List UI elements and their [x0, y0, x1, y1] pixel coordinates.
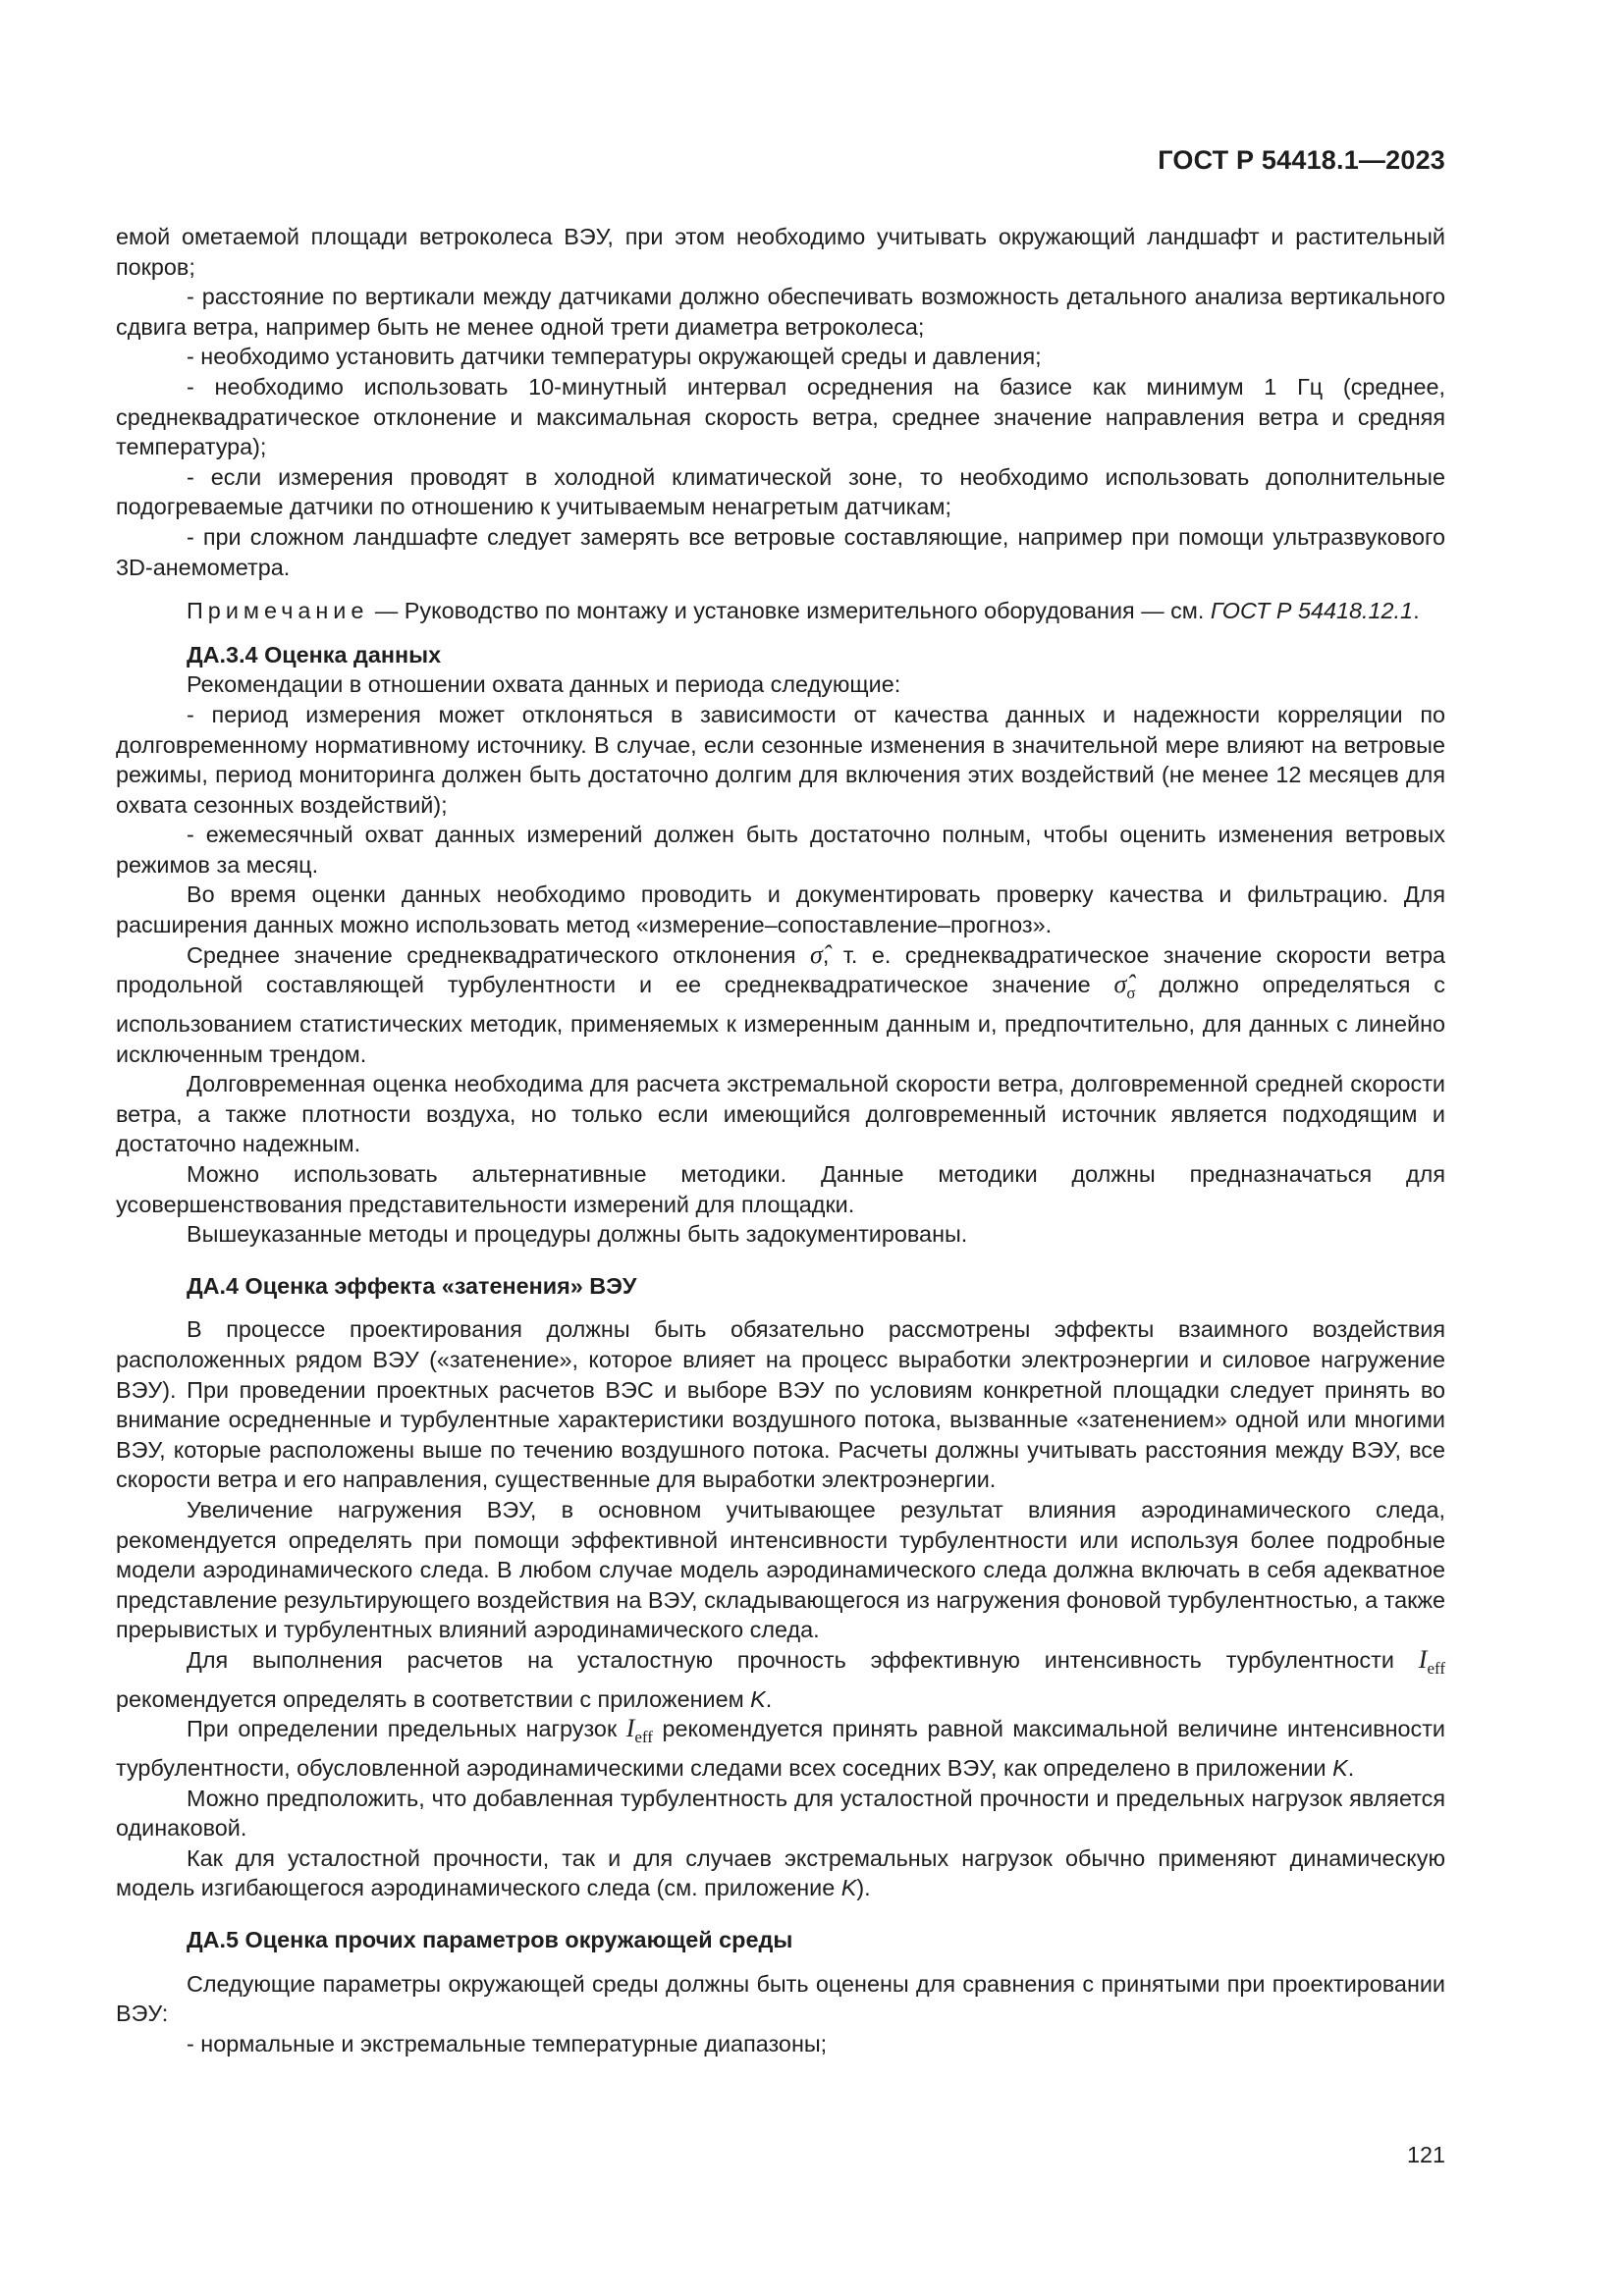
list-item: - необходимо установить датчики температуры окружающей среды и давления;: [187, 344, 1042, 370]
text-run: .: [1347, 1755, 1355, 1782]
list-item: - нормальные и экстремальные температурные диапазоны;: [187, 2030, 828, 2056]
paragraph: Следующие параметры окружающей среды должны быть оценены для сравнения с принятыми при проектировании ВЭУ:: [116, 1970, 1445, 2027]
paragraph: Рекомендации в отношении охвата данных и периода следующие:: [187, 671, 901, 698]
list-item: - ежемесячный охват данных измерений должен быть достаточно полным, чтобы оценить изменения ветровых режимов за месяц.: [116, 822, 1445, 878]
i-eff-symbol: [625, 1714, 653, 1747]
i-letter: I: [1418, 1644, 1428, 1674]
text-run: .: [765, 1685, 773, 1712]
paragraph: [116, 940, 1445, 1070]
section-heading-da-4: ДА.4 Оценка эффекта «затенения» ВЭУ: [187, 1272, 637, 1299]
text-run: Для выполнения расчетов на усталостную прочность эффективную интенсивность турбулентности: [187, 1646, 1419, 1673]
text-run: рекомендуется принять равной максимальной величине интенсивности турбулентности, обусловленной аэродинамическими следами всех соседних ВЭУ, как определено в приложении: [116, 1716, 1445, 1782]
annex-ref: K: [750, 1685, 766, 1712]
text-run: должно определяться с использованием статистических методик, применяемых к измеренным данным и, предпочтительно, для данных с линейно исключенным трендом.: [116, 972, 1445, 1067]
list-item: - период измерения может отклоняться в зависимости от качества данных и надежности корреляции по долговременному нормативному источнику. В случае, если сезонные изменения в значительной мере влияют на ветровые режимы, период мониторинга должен быть достаточно долгим для включения этих воздействий (не менее 12 месяцев для охвата сезонных воздействий);: [116, 701, 1445, 818]
paragraph: [116, 1843, 1445, 1903]
list-item: - расстояние по вертикали между датчиками должно обеспечивать возможность детального анализа вертикального сдвига ветра, например быть не менее одной трети диаметра ветроколеса;: [116, 284, 1445, 340]
paragraph: [116, 1714, 1445, 1783]
text-run: ).: [856, 1875, 871, 1901]
page-number: 121: [1406, 2142, 1445, 2167]
text-run: Среднее значение среднеквадратического отклонения: [187, 941, 810, 968]
note-ref: ГОСТ Р 54418.12.1: [1210, 598, 1414, 624]
sigma-hat-symbol: σ̂: [809, 939, 823, 969]
i-eff-symbol: [1418, 1644, 1445, 1679]
paragraph: Увеличение нагружения ВЭУ, в основном учитывающее результат влияния аэродинамического следа, рекомендуется определять при помощи эффективной интенсивности турбулентности или используя более подробные модели аэродинамического следа. В любом случае модель аэродинамического следа должна включать в себя адекватное представление результирующего воздействия на ВЭУ, складывающегося из нагружения фоновой турбулентностью, а также прерывистых и турбулентных влияний аэродинамического следа.: [116, 1496, 1445, 1643]
list-item: - если измерения проводят в холодной климатической зоне, то необходимо использовать дополнительные подогреваемые датчики по отношению к учитываемым ненагретым датчикам;: [116, 463, 1445, 520]
paragraph: емой ометаемой площади ветроколеса ВЭУ, при этом необходимо учитывать окружающий ландшафт и растительный покров;: [116, 224, 1445, 280]
paragraph: Вышеуказанные методы и процедуры должны быть задокументированы.: [187, 1221, 968, 1248]
paragraph: В процессе проектирования должны быть обязательно рассмотрены эффекты взаимного воздействия расположенных рядом ВЭУ («затенение», которое влияет на процесс выработки электроэнергии и силовое нагружение ВЭУ). При проведении проектных расчетов ВЭС и выборе ВЭУ по условиям конкретной площадки следует принять во внимание осредненные и турбулентные характеристики воздушного потока, вызванные «затенением» одной или многими ВЭУ, которые расположены выше по течению воздушного потока. Расчеты должны учитывать расстояния между ВЭУ, все скорости ветра и его направления, существенные для выработки электроэнергии.: [116, 1316, 1445, 1493]
note-text: — Руководство по монтажу и установке измерительного оборудования — см.: [368, 598, 1211, 624]
paragraph: Можно предположить, что добавленная турбулентность для усталостной прочности и предельных нагрузок является одинаковой.: [116, 1785, 1445, 1842]
text-run: Как для усталостной прочности, так и для случаев экстремальных нагрузок обычно применяют динамическую модель изгибающегося аэродинамического следа (см. приложение: [116, 1844, 1445, 1901]
note-end: .: [1413, 598, 1420, 624]
text-run: При определении предельных нагрузок: [187, 1716, 626, 1742]
note-label: Примечание: [187, 598, 369, 624]
eff-subscript: eff: [1427, 1659, 1445, 1679]
text-run: рекомендуется определять в соответствии с приложением: [116, 1685, 751, 1712]
annex-ref: K: [1332, 1755, 1348, 1782]
page-content: [116, 222, 1445, 2058]
list-item: - необходимо использовать 10-минутный интервал осреднения на базисе как минимум 1 Гц (среднее, среднеквадратическое отклонение и максимальная скорость ветра, среднее значение направления ветра и средняя температура);: [116, 373, 1445, 460]
annex-ref: K: [840, 1875, 857, 1901]
sigma-hat-sigma-symbol: [1113, 970, 1136, 1003]
paragraph: Во время оценки данных необходимо проводить и документировать проверку качества и фильтрацию. Для расширения данных можно использовать метод «измерение–сопоставление–прогноз».: [116, 881, 1445, 938]
section-heading-da-5: ДА.5 Оценка прочих параметров окружающей среды: [187, 1927, 793, 1953]
sigma-hat: σ̂: [1113, 970, 1127, 999]
text-run: , т. е. среднеквадратическое значение скорости ветра продольной составляющей турбулентности и ее среднеквадратическое значение: [116, 941, 1445, 998]
sigma-subscript: σ: [1126, 984, 1136, 1003]
i-letter: I: [625, 1714, 635, 1743]
note: [116, 596, 1445, 626]
paragraph: [116, 1645, 1445, 1714]
section-heading-da-3-4: ДА.3.4 Оценка данных: [187, 641, 442, 667]
paragraph: Долговременная оценка необходима для расчета экстремальной скорости ветра, долговременной средней скорости ветра, а также плотности воздуха, но только если имеющийся долговременный источник является подходящим и достаточно надежным.: [116, 1071, 1445, 1157]
eff-subscript: eff: [634, 1728, 653, 1747]
list-item: - при сложном ландшафте следует замерять все ветровые составляющие, например при помощи ультразвукового 3D-анемометра.: [116, 523, 1445, 580]
paragraph: Можно использовать альтернативные методики. Данные методики должны предназначаться для усовершенствования представительности измерений для площадки.: [116, 1161, 1445, 1217]
document-id-header: ГОСТ Р 54418.1—2023: [1158, 145, 1445, 175]
